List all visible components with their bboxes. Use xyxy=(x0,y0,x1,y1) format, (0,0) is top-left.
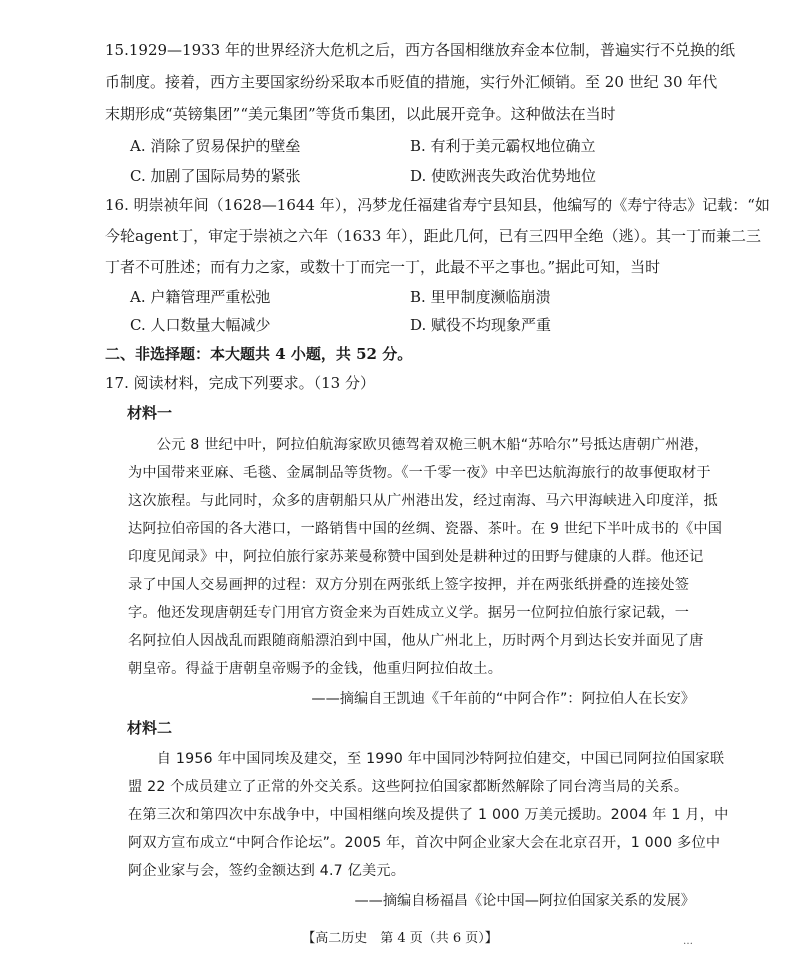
material-1-line-9: 朝皇帝。得益于唐朝皇帝赐予的金钱，他重归阿拉伯故土。 xyxy=(128,661,503,677)
page-footer: 【高二历史 第 4 页（共 6 页）】 xyxy=(302,931,498,946)
material-1-line-7: 字。他还发现唐朝廷专门用官方资金来为百姓成立义学。据另一位阿拉伯旅行家记载，一 xyxy=(128,605,690,621)
material-1-line-4: 达阿拉伯帝国的各大港口，一路销售中国的丝绸、瓷器、茶叶。在 9 世纪下半叶成书的《中国 xyxy=(128,521,723,537)
q16-option-a: A. 户籍管理严重松弛 xyxy=(130,288,271,306)
material-2-line-4: 阿双方宣布成立“中阿合作论坛”。2005 年，首次中阿企业家大会在北京召开，1 000 多位中 xyxy=(128,835,721,851)
material-1-label: 材料一 xyxy=(127,404,173,422)
q16-option-c: C. 人口数量大幅减少 xyxy=(130,316,271,334)
material-1-line-6: 录了中国人交易画押的过程：双方分别在两张纸上签字按押，并在两张纸拼叠的连接处签 xyxy=(128,577,690,593)
q16-line-3: 丁者不可胜述；而有力之家，或数十丁而完一丁，此最不平之事也。”据此可知，当时 xyxy=(105,258,661,276)
q16-option-d: D. 赋役不均现象严重 xyxy=(410,316,552,334)
q15-line-1: 15.1929—1933 年的世界经济大危机之后，西方各国相继放弃金本位制，普遍实行不兑换的纸 xyxy=(105,41,735,59)
q16-line-1: 16. 明崇祯年间（1628—1644 年），冯梦龙任福建省寿宁县知县，他编写的《寿宁待志》记载：“如 xyxy=(105,196,770,214)
material-1-line-5: 印度见闻录》中，阿拉伯旅行家苏莱曼称赞中国到处是耕种过的田野与健康的人群。他还记 xyxy=(128,549,704,565)
q15-line-2: 币制度。接着，西方主要国家纷纷采取本币贬值的措施，实行外汇倾销。至 20 世纪 30 年代 xyxy=(105,73,718,91)
q15-option-d: D. 使欧洲丧失政治优势地位 xyxy=(410,167,597,185)
material-1-line-8: 名阿拉伯人因战乱而跟随商船漂泊到中国，他从广州北上，历时两个月到达长安并面见了唐 xyxy=(128,633,704,649)
section-2-heading: 二、非选择题：本大题共 4 小题，共 52 分。 xyxy=(105,345,413,363)
material-2-source: ——摘编自杨福昌《论中国—阿拉伯国家关系的发展》 xyxy=(354,893,695,909)
q15-option-a: A. 消除了贸易保护的壁垒 xyxy=(130,137,301,155)
material-2-line-2: 盟 22 个成员建立了正常的外交关系。这些阿拉伯国家都断然解除了同台湾当局的关系。 xyxy=(128,779,689,795)
q17-title: 17. 阅读材料，完成下列要求。（13 分） xyxy=(105,374,375,392)
material-1-source: ——摘编自王凯迪《千年前的“中阿合作”：阿拉伯人在长安》 xyxy=(311,691,695,707)
q16-line-2: 今轮agent丁，审定于崇祯之六年（1633 年），距此几何，已有三四甲全绝（逃）。其一丁而兼二三 xyxy=(105,227,762,245)
corner-mark: … xyxy=(683,936,693,947)
material-2-label: 材料二 xyxy=(127,719,173,737)
material-2-line-1: 自 1956 年中国同埃及建交，至 1990 年中国同沙特阿拉伯建交，中国已同阿拉伯国家联 xyxy=(128,751,725,767)
material-2-line-5: 阿企业家与会，签约金额达到 4.7 亿美元。 xyxy=(128,863,406,879)
material-1-line-3: 这次旅程。与此同时，众多的唐朝船只从广州港出发，经过南海、马六甲海峡进入印度洋，抵 xyxy=(128,493,718,509)
q15-option-c: C. 加剧了国际局势的紧张 xyxy=(130,167,301,185)
material-2-line-3: 在第三次和第四次中东战争中，中国相继向埃及提供了 1 000 万美元援助。2004 年 1 月，中 xyxy=(128,807,729,823)
q15-line-3: 末期形成“英镑集团”“美元集团”等货币集团，以此展开竞争。这种做法在当时 xyxy=(105,105,616,123)
material-1-line-1: 公元 8 世纪中叶，阿拉伯航海家欧贝德驾着双桅三帆木船“苏哈尔”号抵达唐朝广州港， xyxy=(128,437,709,453)
q15-option-b: B. 有利于美元霸权地位确立 xyxy=(410,137,596,155)
q16-option-b: B. 里甲制度濒临崩溃 xyxy=(410,288,551,306)
material-1-line-2: 为中国带来亚麻、毛毯、金属制品等货物。《一千零一夜》中辛巴达航海旅行的故事便取材于 xyxy=(128,465,711,481)
